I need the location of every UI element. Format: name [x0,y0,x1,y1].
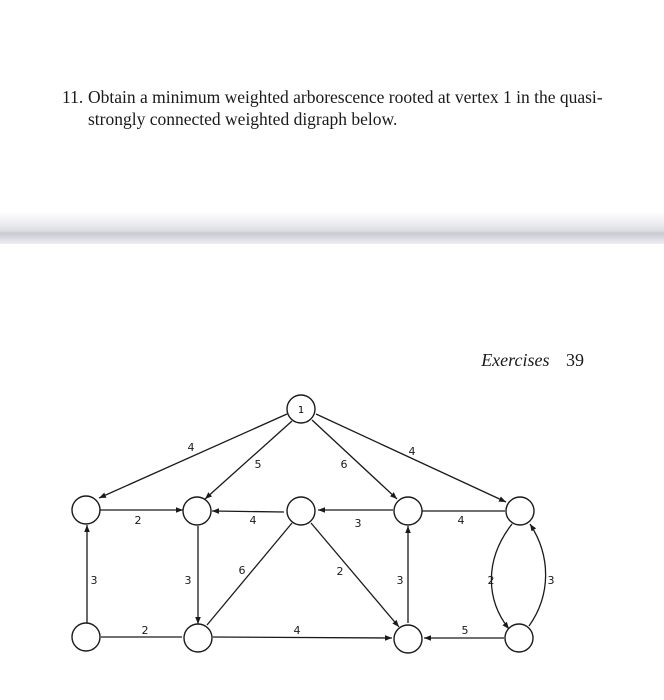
exercise-number: 11. [62,87,84,107]
vertex-bottom-5 [505,624,533,652]
vertex-top-right [506,497,534,525]
vertex-bottom-4 [394,625,422,653]
weight-1-midleft: 5 [254,458,262,471]
edge-1-midleft [205,421,292,499]
weight-bot2-botleft: 2 [141,624,149,637]
weight-curve-left: 2 [487,574,495,587]
weight-topright-midright: 4 [457,514,465,527]
running-head-title: Exercises [481,350,550,370]
weight-center-bot4: 2 [336,565,344,578]
weight-bot2-center: 6 [238,564,246,577]
vertex-mid-right [394,497,422,525]
page-number: 39 [566,350,584,370]
edge-center-midleft [212,511,284,512]
weight-1-midright: 6 [340,458,348,471]
weight-center-midleft: 4 [249,514,257,527]
weight-botleft-topleft: 3 [90,574,98,587]
vertex-center [287,497,315,525]
weight-curve-right: 3 [547,574,555,587]
weight-midleft-bot2: 3 [184,574,192,587]
weight-1-topleft: 4 [187,441,195,454]
vertex-top-left [72,496,100,524]
edge-1-topleft [99,414,287,498]
weight-bot4-midright: 3 [396,574,404,587]
vertex-bottom-left [72,623,100,651]
edge-bot2-center [207,523,292,625]
edge-center-bot4 [311,523,399,627]
vertex-bottom-2 [184,624,212,652]
vertex-mid-left [183,497,211,525]
weight-1-topright: 4 [408,445,416,458]
exercise-text: Obtain a minimum weighted arborescence rooted at vertex 1 in the quasi-strongly connected weighted digraph below. [88,87,603,129]
weight-bot5-bot4: 5 [461,624,469,637]
weight-bot2-bot4: 4 [293,624,301,637]
edge-bot2-bot4 [213,637,392,638]
vertex-1-label: 1 [297,405,305,416]
weight-midright-center: 3 [354,517,362,530]
edge-curve-right [529,524,546,626]
weight-midleft-topleft: 2 [134,514,142,527]
